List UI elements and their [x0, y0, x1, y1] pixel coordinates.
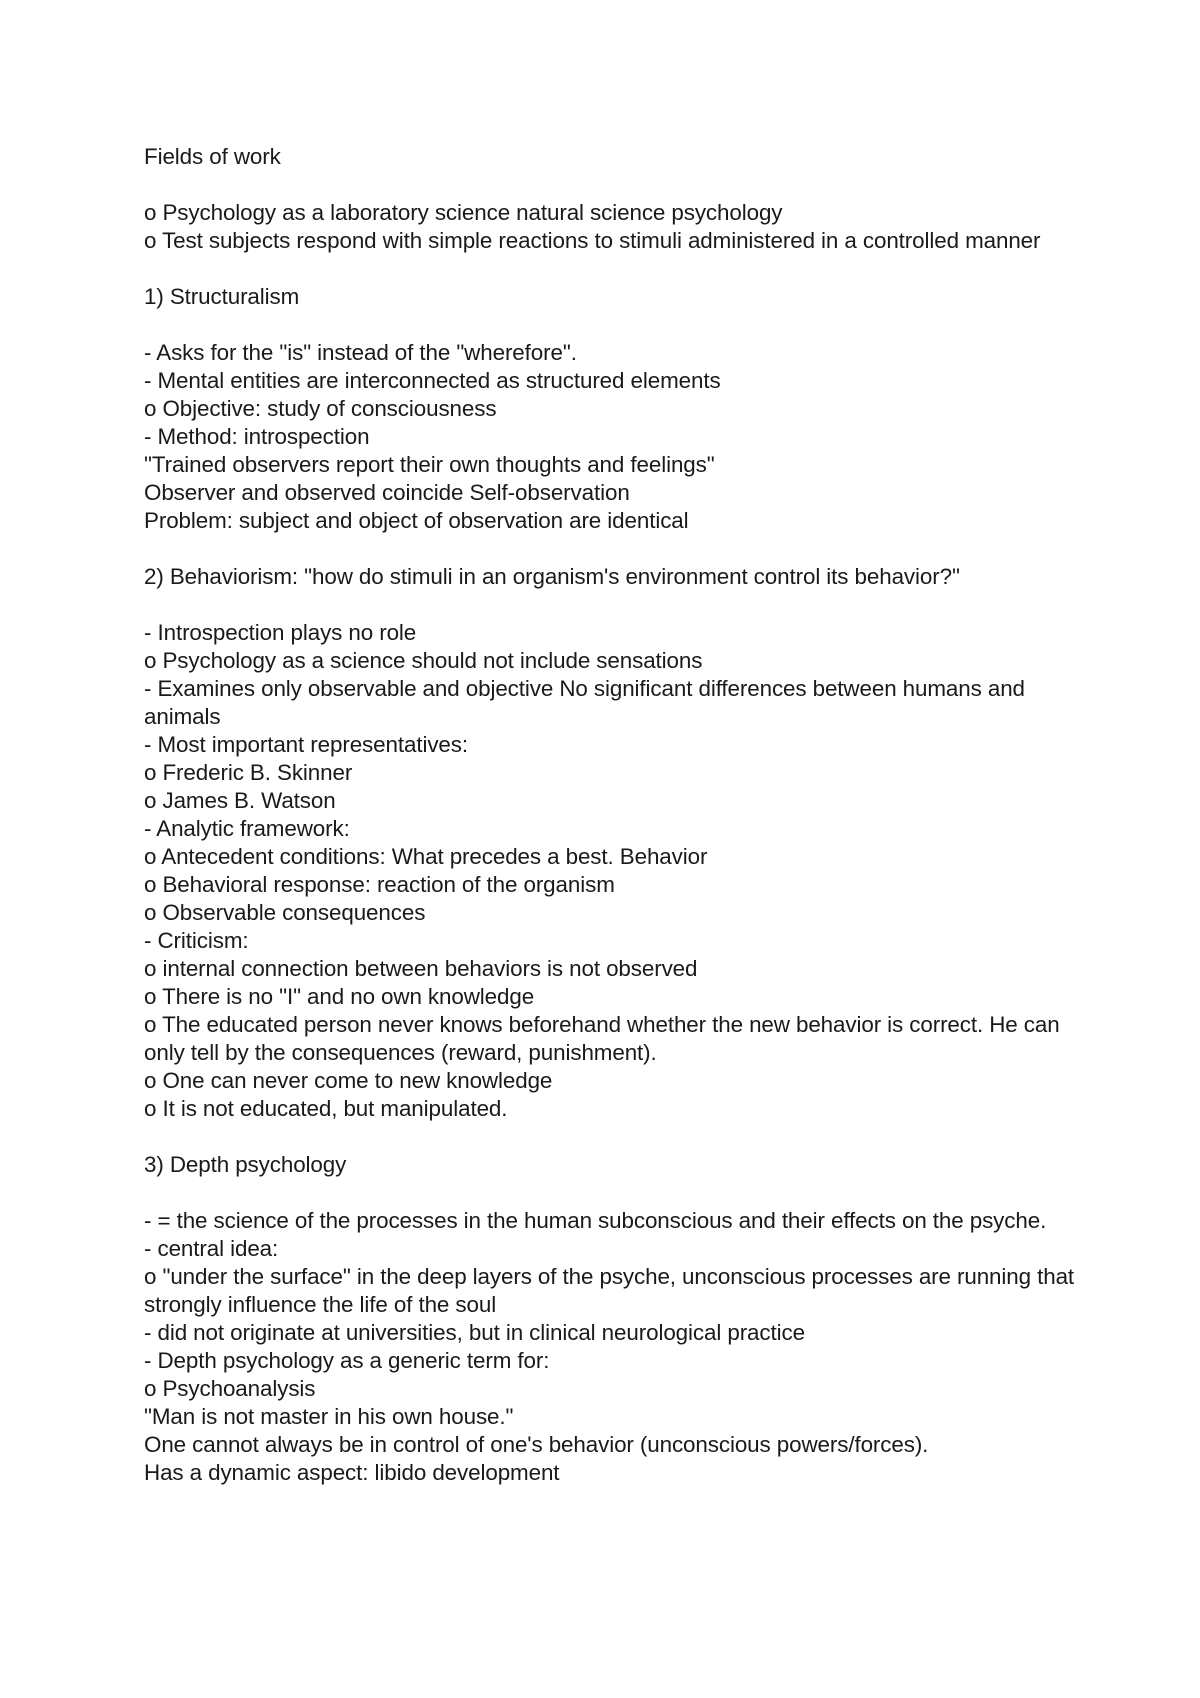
section-heading: 2) Behaviorism: "how do stimuli in an organism's environment control its behavior?" [144, 564, 960, 589]
text-line: o Antecedent conditions: What precedes a best. Behavior [144, 844, 708, 869]
text-line: "Man is not master in his own house." [144, 1404, 514, 1429]
text-line: One cannot always be in control of one's behavior (unconscious powers/forces). [144, 1432, 929, 1457]
text-line: - Examines only observable and objective No significant differences between humans and animals [144, 676, 1025, 729]
text-line: o Objective: study of consciousness [144, 396, 497, 421]
spacer [144, 591, 1079, 619]
text-line: - Criticism: [144, 928, 249, 953]
text-line: - Depth psychology as a generic term for: [144, 1348, 550, 1373]
text-line: - Introspection plays no role [144, 620, 417, 645]
spacer [144, 1123, 1079, 1151]
spacer [144, 171, 1079, 199]
text-line: Problem: subject and object of observation are identical [144, 508, 689, 533]
behaviorism-section [144, 563, 1079, 1123]
text-line: Has a dynamic aspect: libido development [144, 1460, 560, 1485]
document-title: Fields of work [144, 144, 281, 169]
text-line: o internal connection between behaviors is not observed [144, 956, 698, 981]
text-line: o There is no "I" and no own knowledge [144, 984, 535, 1009]
text-line: o Psychoanalysis [144, 1376, 316, 1401]
text-line: "Trained observers report their own thoughts and feelings" [144, 452, 715, 477]
section-heading: 3) Depth psychology [144, 1152, 347, 1177]
section-heading: 1) Structuralism [144, 284, 300, 309]
text-line: o Psychology as a science should not include sensations [144, 648, 703, 673]
spacer [144, 535, 1079, 563]
spacer [144, 1179, 1079, 1207]
text-line: o It is not educated, but manipulated. [144, 1096, 508, 1121]
text-line: - = the science of the processes in the human subconscious and their effects on the psyche. [144, 1208, 1047, 1233]
text-line: o Observable consequences [144, 900, 426, 925]
document-body [144, 143, 1079, 1487]
spacer [144, 255, 1079, 283]
text-line: - Analytic framework: [144, 816, 350, 841]
text-line: - Mental entities are interconnected as structured elements [144, 368, 721, 393]
text-line: o One can never come to new knowledge [144, 1068, 553, 1093]
text-line: Observer and observed coincide Self-observation [144, 480, 630, 505]
text-line: - Most important representatives: [144, 732, 468, 757]
text-line: o Frederic B. Skinner [144, 760, 353, 785]
intro-section [144, 199, 1079, 255]
text-line: - central idea: [144, 1236, 279, 1261]
depth-psychology-section [144, 1151, 1079, 1487]
text-line: - Asks for the "is" instead of the "wherefore". [144, 340, 577, 365]
text-line: - did not originate at universities, but in clinical neurological practice [144, 1320, 805, 1345]
text-line: o Test subjects respond with simple reactions to stimuli administered in a controlled manner [144, 228, 1041, 253]
text-line: - Method: introspection [144, 424, 370, 449]
text-line: o Psychology as a laboratory science natural science psychology [144, 200, 783, 225]
text-line: o Behavioral response: reaction of the organism [144, 872, 615, 897]
text-line: o "under the surface" in the deep layers of the psyche, unconscious processes are running that strongly influence the life of the soul [144, 1264, 1075, 1317]
spacer [144, 311, 1079, 339]
text-line: o The educated person never knows beforehand whether the new behavior is correct. He can only tell by the consequences (reward, punishment). [144, 1012, 1060, 1065]
text-line: o James B. Watson [144, 788, 336, 813]
structuralism-section [144, 283, 1079, 535]
